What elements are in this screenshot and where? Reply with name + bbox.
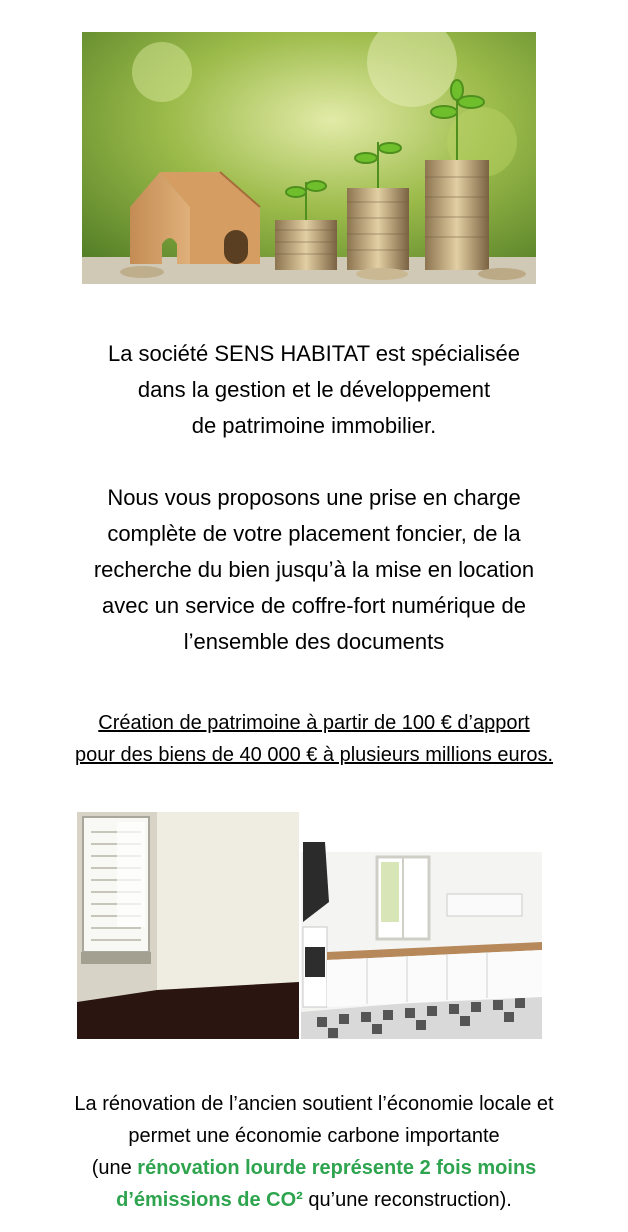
renovation-image	[77, 812, 542, 1039]
intro-line: dans la gestion et le développement	[137, 377, 491, 402]
closing-paragraph	[0, 1088, 628, 1216]
closing-suffix: qu’une reconstruction).	[302, 1189, 512, 1211]
intro-paragraph-1	[0, 336, 628, 444]
offer-text	[0, 707, 628, 771]
closing-line	[0, 1152, 628, 1184]
hero-image	[82, 32, 536, 284]
intro-paragraph-2	[0, 480, 628, 660]
intro-line: complète de votre placement foncier, de la	[107, 521, 521, 546]
closing-line: permet une économie carbone importante	[128, 1125, 500, 1147]
intro-line: Nous vous proposons une prise en charge	[107, 485, 521, 510]
offer-line: pour des biens de 40 000 € à plusieurs millions euros.	[74, 744, 554, 766]
intro-line: l’ensemble des documents	[183, 629, 445, 654]
closing-prefix: (une	[91, 1157, 138, 1179]
closing-line: La rénovation de l’ancien soutient l’économie locale et	[74, 1093, 554, 1115]
offer-line: Création de patrimoine à partir de 100 € d’apport	[98, 712, 530, 734]
intro-line: La société SENS HABITAT est spécialisée	[107, 341, 521, 366]
highlight-text: rénovation lourde représente 2 fois moins	[137, 1157, 537, 1179]
intro-line: de patrimoine immobilier.	[191, 413, 437, 438]
highlight-text: d’émissions de CO²	[116, 1189, 303, 1211]
intro-line: avec un service de coffre-fort numérique de	[102, 593, 526, 618]
intro-line: recherche du bien jusqu’à la mise en location	[93, 557, 535, 582]
closing-line	[0, 1184, 628, 1216]
